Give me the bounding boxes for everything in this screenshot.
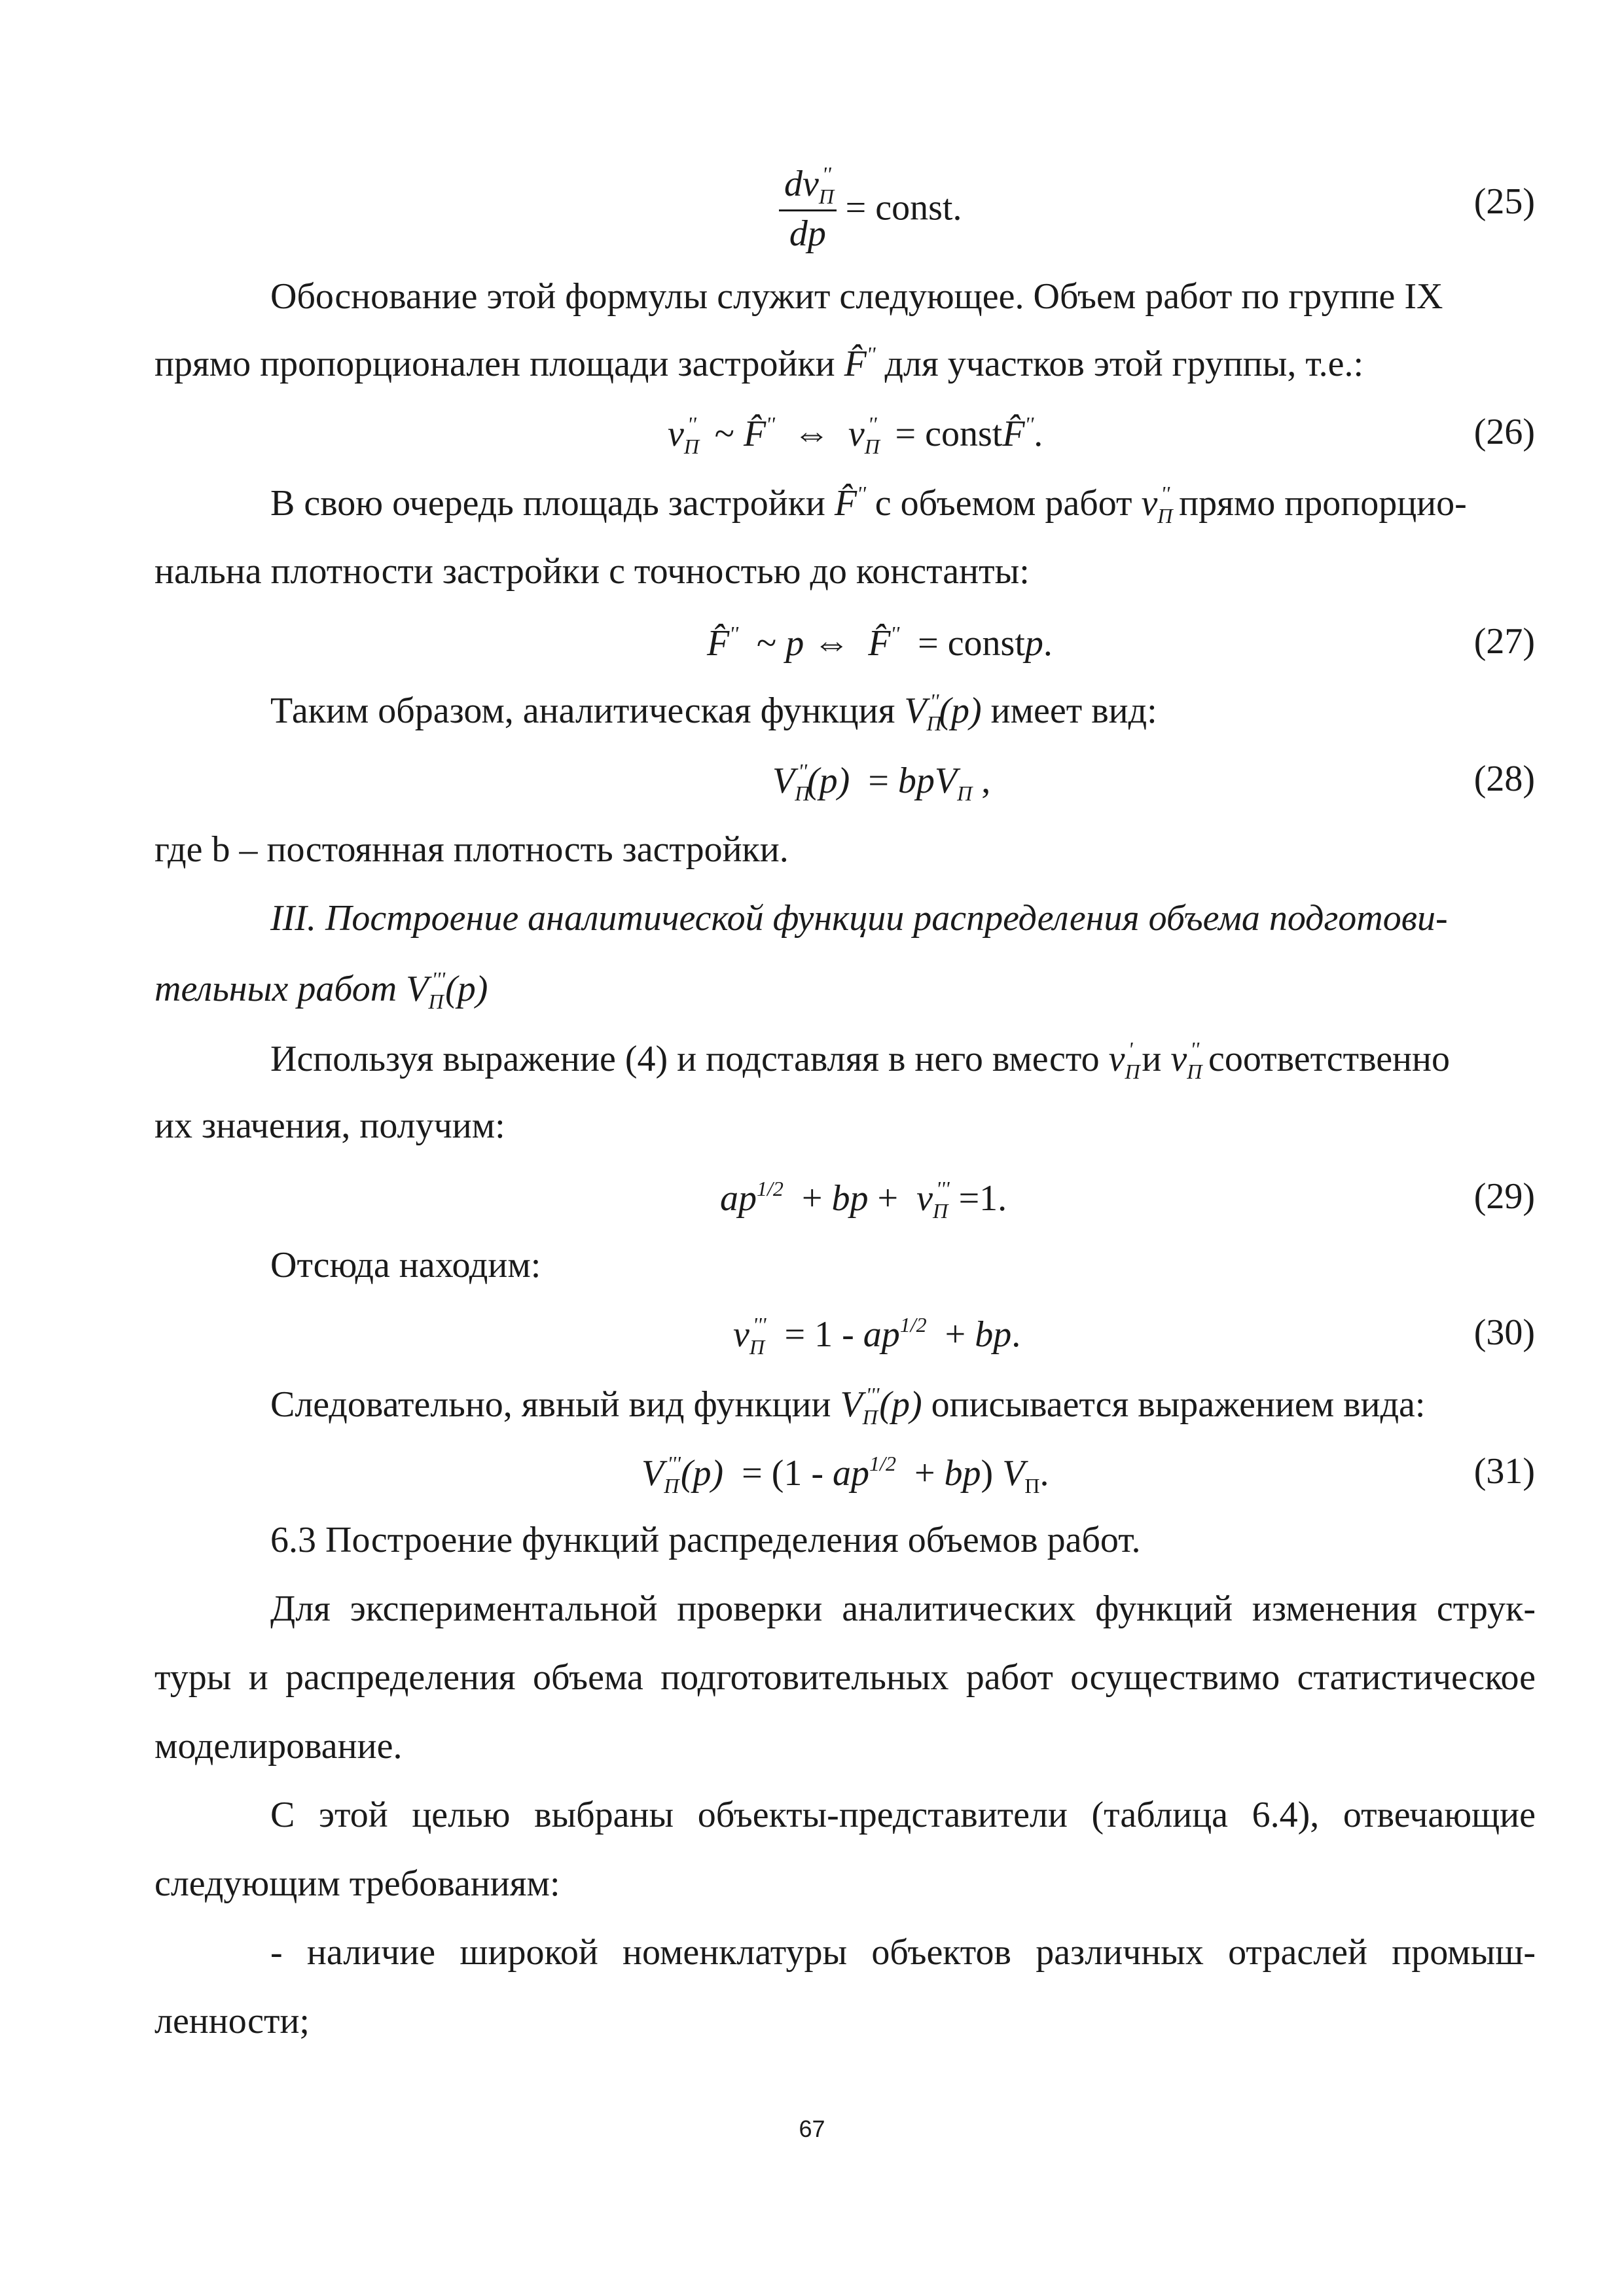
section-heading: тельных работ $V_П'''(p)$ (154, 967, 488, 1013)
paragraph-line: Следовательно, явный вид функции $V_П'''(p)$ описывается выражением вида: (270, 1383, 1426, 1429)
section-heading: III. Построение аналитической функции распределения объема подготови- (270, 898, 1448, 939)
equation-number-30: (30) (1473, 1312, 1535, 1353)
equation-rhs: = const. (845, 187, 962, 228)
page-number: 67 (799, 2115, 825, 2142)
equation-31: $V_П'''(p) = (1 - ap^{1/2} + bp)$ $V_П$. (641, 1452, 1049, 1498)
paragraph-line: нальна плотности застройки с точностью до константы: (154, 551, 1030, 592)
paragraph-line: где b – постоянная плотность застройки. (154, 829, 789, 870)
section-heading: 6.3 Построение функций распределения объемов работ. (270, 1520, 1141, 1560)
paragraph-line: Таким образом, аналитическая функция $V_П''(p)$ имеет вид: (270, 689, 1157, 735)
list-item: - наличие широкой номенклатуры объектов различных отраслей промыш- (270, 1932, 1536, 1973)
paragraph-line: Обоснование этой формулы служит следующее. Объем работ по группе IX (270, 276, 1443, 317)
paragraph-line: их значения, получим: (154, 1105, 505, 1146)
equation-26: $v_П''$ ~ F̂'' ⇔ $v_П''$ = constF̂''. (668, 412, 1043, 458)
equation-number-27: (27) (1473, 621, 1535, 662)
math-F-hat: F̂'' (844, 342, 876, 384)
equation-number-28: (28) (1473, 759, 1535, 799)
equation-25 (779, 164, 962, 252)
paragraph-line: моделирование. (154, 1726, 403, 1767)
equation-number-26: (26) (1473, 412, 1535, 452)
paragraph-line: туры и распределения объема подготовительных работ осуществимо статистическое (154, 1657, 1536, 1698)
equation-number-25: (25) (1473, 181, 1535, 222)
equation-28: $V_П''(p) = bpV_П$ , (772, 759, 991, 805)
equation-27: F̂'' ~ p ⇔ F̂'' = constp. (707, 622, 1053, 664)
equation-number-29: (29) (1473, 1176, 1535, 1217)
paragraph-line: С этой целью выбраны объекты-представители (таблица 6.4), отвечающие (270, 1795, 1536, 1835)
paragraph-line: следующим требованиям: (154, 1863, 560, 1904)
equation-30: $v_П''' = 1 - ap^{1/2}$ + bp. (733, 1313, 1021, 1359)
list-item-continuation: ленности; (154, 2001, 310, 2041)
equation-number-31: (31) (1473, 1451, 1535, 1492)
fraction: $\frac{dv_П''}{dp}$ (779, 164, 837, 252)
paragraph-line: Отсюда находим: (270, 1245, 541, 1285)
equation-29: $ap^{1/2}$ + bp + $v_П''' =1$. (720, 1177, 1007, 1223)
paragraph-line: В свою очередь площадь застройки F̂'' с объемом работ $v_П''$ прямо пропорцио- (270, 482, 1467, 528)
paragraph-line: прямо пропорционален площади застройки F̂'' для участков этой группы, т.е.: (154, 342, 1364, 384)
paragraph-line: Для экспериментальной проверки аналитических функций изменения струк- (270, 1588, 1536, 1629)
paragraph-line: Используя выражение (4) и подставляя в него вместо $v_П'$ и $v_П''$ соответственно (270, 1037, 1450, 1083)
